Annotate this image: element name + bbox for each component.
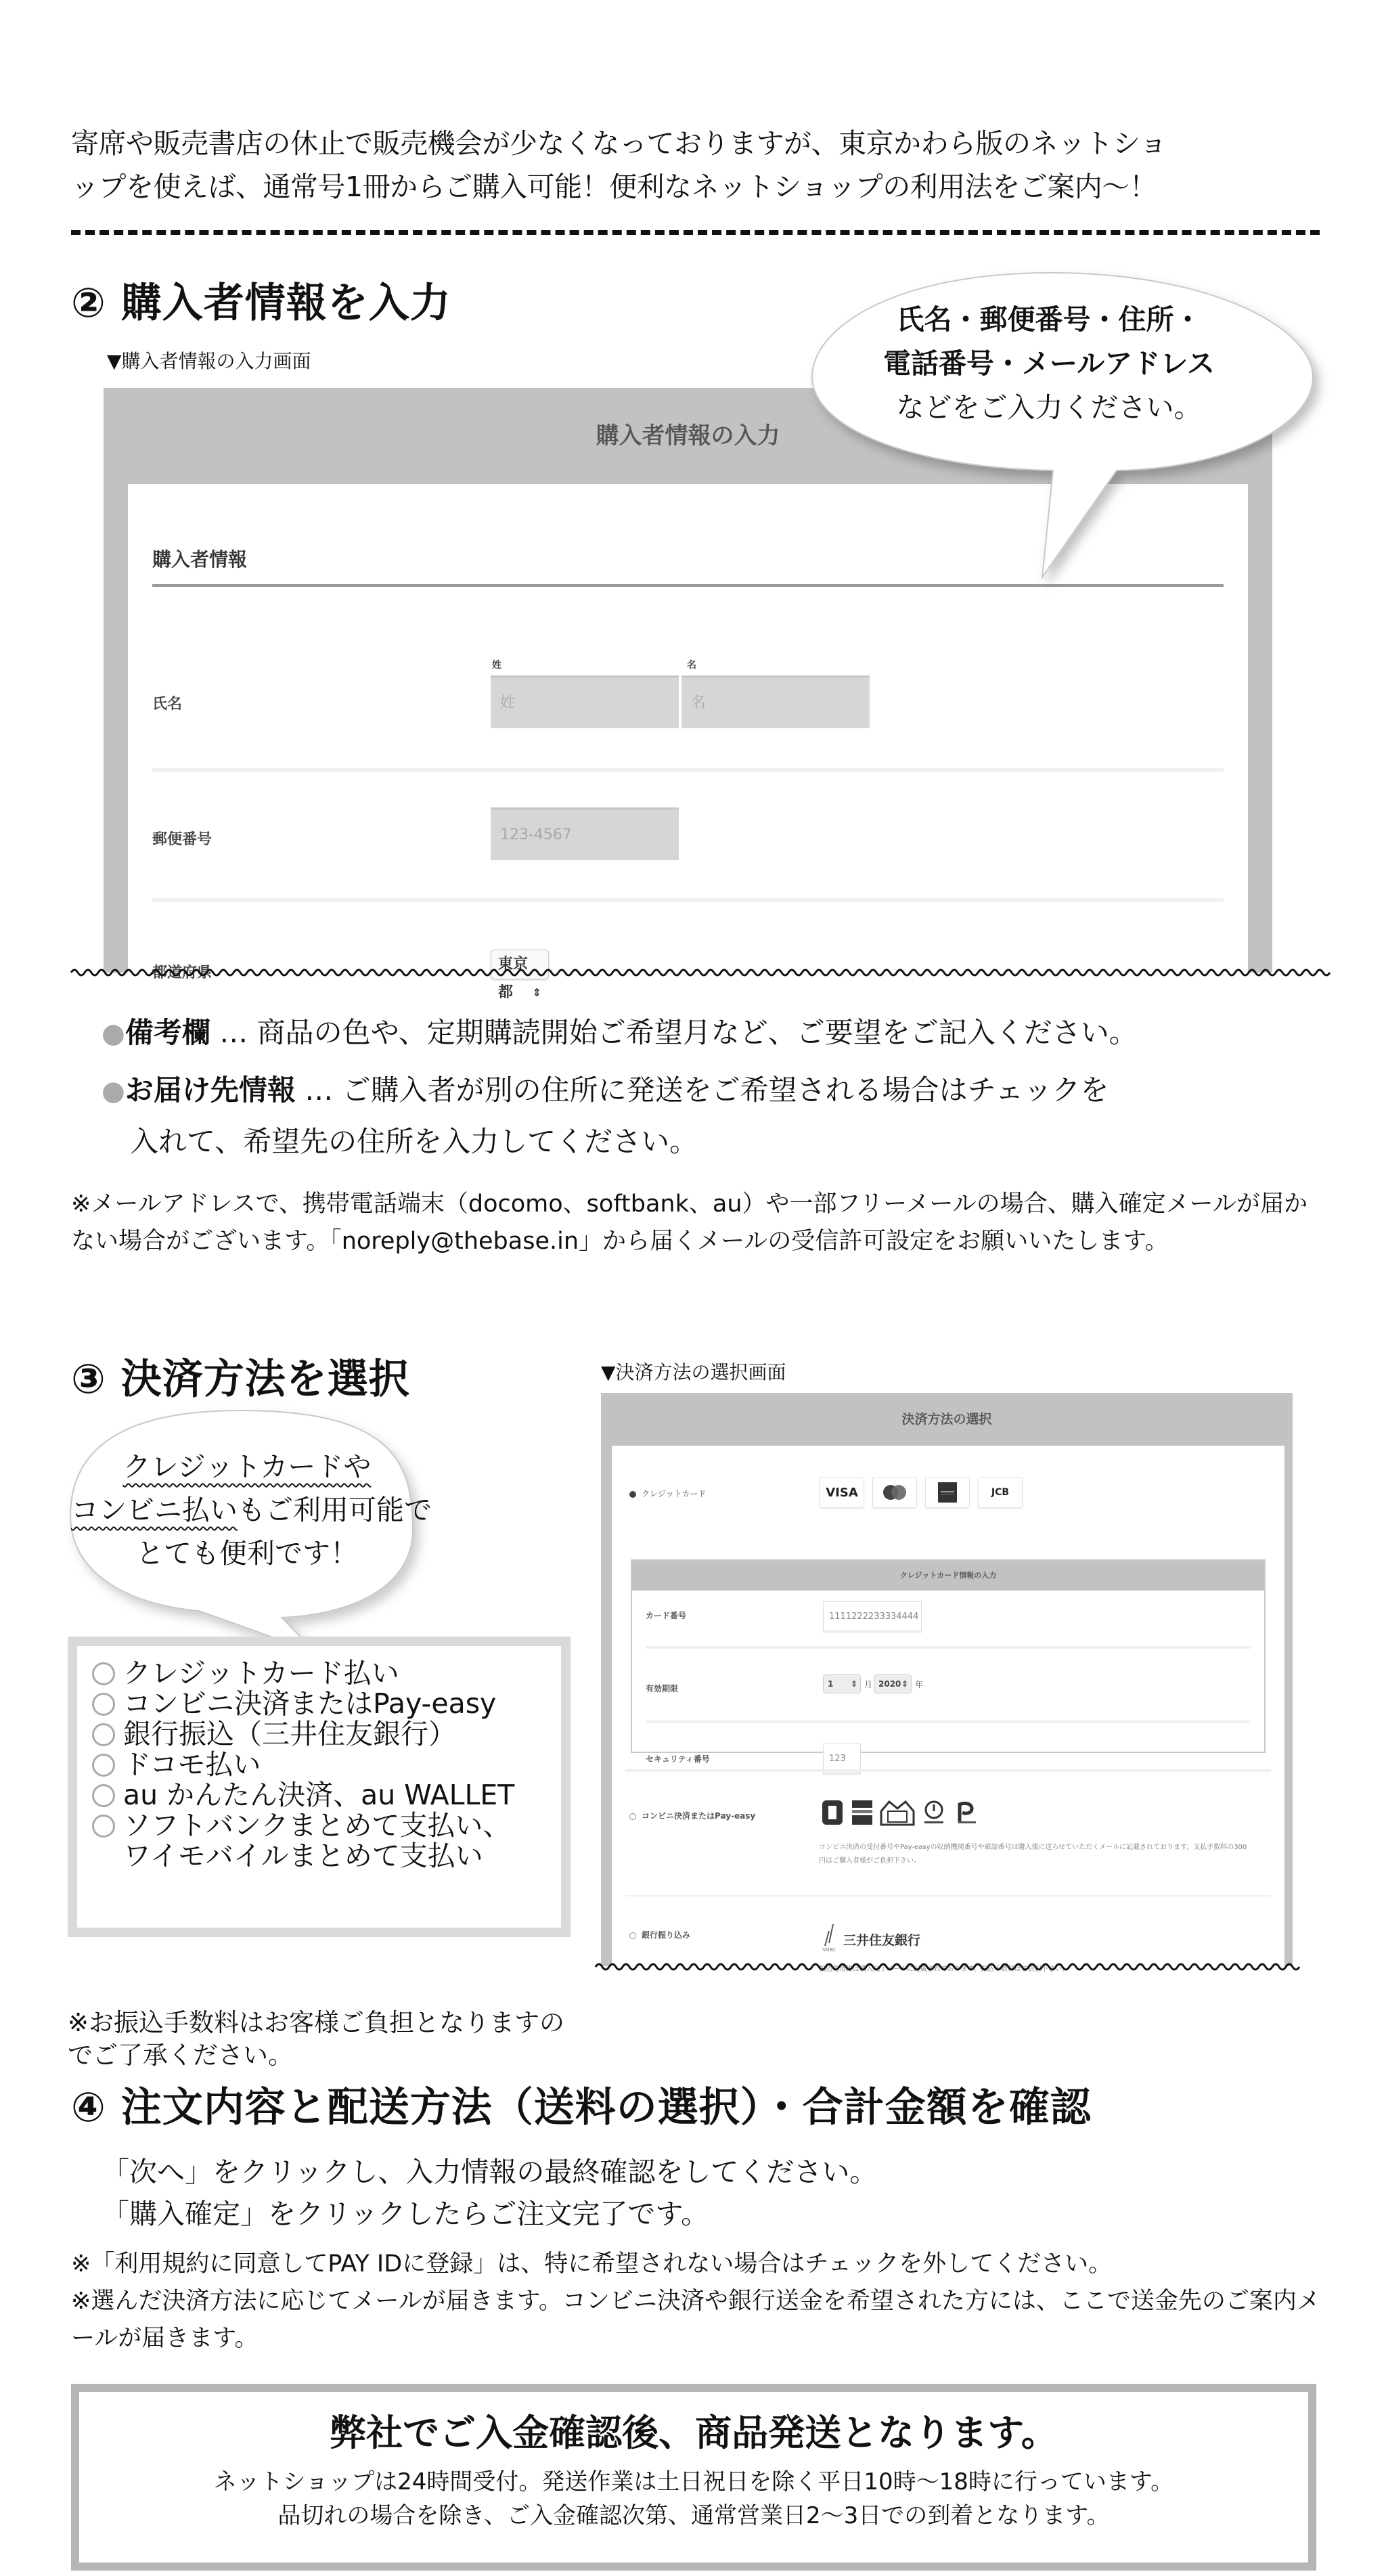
shipping-line-1: ネットショップは24時間受付。発送作業は土日祝日を除く平日10時〜18時に行っています。 (213, 2468, 1174, 2495)
expiry-label: 有効期限 (646, 1684, 679, 1693)
seicomart-icon (920, 1798, 947, 1827)
expiry-month-select[interactable] (823, 1674, 861, 1693)
radio-circle-icon (92, 1815, 115, 1838)
bullet-text: ご購入者が別の住所に発送をご希望される場合はチェックを (342, 1073, 1109, 1107)
expiry-year-select[interactable] (874, 1674, 912, 1693)
bullet-separator: … (295, 1073, 342, 1107)
option-softbank (92, 1811, 561, 1841)
credit-panel-header: クレジットカード情報の入力 (632, 1561, 1264, 1591)
section3-caption: ▼決済方法の選択画面 (601, 1361, 786, 1383)
option-label: ソフトバンクまとめて支払い、 (123, 1809, 511, 1842)
option-credit-card (92, 1658, 561, 1689)
payment-screen-body (612, 1446, 1284, 1973)
postal-code-label: 郵便番号 (152, 831, 213, 848)
transfer-fee-note: ※お振込手数料はお客様ご負担となりますのでご了承ください。 (68, 2008, 565, 2070)
radio-circle-icon (92, 1662, 115, 1685)
jcb-icon: JCB (978, 1477, 1023, 1508)
row-divider (625, 1895, 1271, 1896)
payment-options-box (68, 1637, 571, 1937)
bullet-term: 備考欄 (125, 1016, 210, 1049)
ministop-icon (877, 1798, 918, 1827)
option-bank-transfer (92, 1719, 561, 1750)
section2-caption: ▼購入者情報の入力画面 (107, 350, 311, 372)
intro-text (71, 122, 1323, 208)
option-label: 銀行振込（三井住友銀行） (123, 1718, 456, 1750)
section3-heading: ③ 決済方法を選択 (71, 1356, 410, 1403)
lawson-icon (819, 1798, 846, 1827)
bullet-delivery-info-cont: 入れて、希望先の住所を入力してください。 (130, 1125, 698, 1158)
option-ymobile: ワイモバイルまとめて支払い (123, 1840, 483, 1872)
radio-circle-icon (92, 1693, 115, 1716)
option-au (92, 1780, 561, 1811)
bubble-rest-text: もご利用可能で (238, 1494, 432, 1526)
intro-line-2: ップを使えば、通常号1冊からご購入可能！便利なネットショップの利用法をご案内〜！ (71, 171, 1157, 203)
bubble-line-3: などをご入力ください。 (896, 391, 1202, 424)
buyer-info-section-title: 購入者情報 (152, 548, 248, 571)
bullet-separator: … (210, 1016, 257, 1049)
security-code-label: セキュリティ番号 (646, 1754, 710, 1764)
section2-heading: ② 購入者情報を入力 (71, 280, 451, 327)
payment-bubble-line-3: とても便利です！ (136, 1537, 358, 1570)
shipping-title: 弊社でご入金確認後、商品発送となります。 (330, 2412, 1058, 2454)
prefecture-label: 都道府県 (152, 964, 213, 981)
visa-icon: VISA (820, 1477, 864, 1508)
prefecture-value: 東京都 (498, 956, 529, 1001)
underlined-konbini: コンビニ払い (71, 1494, 238, 1526)
card-number-input[interactable]: 1111222233334444 (823, 1601, 922, 1633)
payment-screen-header: 決済方法の選択 (901, 1412, 992, 1427)
month-unit: 月 (864, 1680, 873, 1689)
mastercard-icon (872, 1477, 917, 1508)
bubble-line-1: 氏名・郵便番号・住所・ (896, 303, 1202, 336)
credit-card-option[interactable] (629, 1488, 706, 1499)
familymart-icon (849, 1798, 876, 1827)
security-code-input[interactable]: 123 (823, 1744, 861, 1775)
pay-id-note: ※「利用規約に同意してPAY IDに登録」は、特に希望されない場合はチェックを外してください。 (71, 2250, 1113, 2278)
bank-transfer-option[interactable] (629, 1929, 690, 1940)
radio-circle-icon (92, 1784, 115, 1807)
shipping-line-2: 品切れの場合を除き、ご入金確認次第、通常営業日2〜3日での到着となります。 (277, 2502, 1110, 2529)
buyer-info-screen-header: 購入者情報の入力 (596, 422, 780, 449)
bank-transfer-label: 銀行振り込み (642, 1930, 691, 1940)
bullet-text: 商品の色や、定期購読開始ご希望月など、ご要望をご記入ください。 (256, 1016, 1138, 1049)
last-name-label: 姓 (492, 660, 501, 671)
form-field-notes (102, 1003, 1138, 1165)
smbc-logo-icon (819, 1919, 839, 1955)
credit-card-label: クレジットカード (642, 1489, 707, 1498)
underlined-credit-card: クレジットカードや (122, 1450, 372, 1483)
select-arrows-icon: ⇕ (901, 1679, 908, 1689)
wavy-cut-line (71, 964, 1323, 981)
row-divider (152, 898, 1224, 902)
wavy-cut-line (596, 1959, 1299, 1975)
payment-bubble-line-1 (71, 1445, 423, 1488)
credit-card-panel (631, 1559, 1266, 1764)
radio-unselected-icon (629, 1813, 636, 1820)
section4-notes (71, 2246, 1323, 2357)
section4-line-1: 「次へ」をクリックし、入力情報の最終確認をしてください。 (102, 2156, 878, 2188)
row-divider (646, 1646, 1251, 1649)
option-label: コンビニ決済またはPay-easy (123, 1687, 497, 1720)
bank-name: 三井住友銀行 (843, 1933, 921, 1948)
section4-heading: ④ 注文内容と配送方法（送料の選択）・合計金額を確認 (71, 2084, 1092, 2131)
row-divider (152, 768, 1224, 772)
payment-method-screenshot (601, 1393, 1293, 1973)
section4-line-2: 「購入確定」をクリックしたらご注文完了です。 (102, 2198, 709, 2230)
expiry-month-value: 1 (828, 1679, 834, 1689)
amex-icon (925, 1477, 970, 1508)
radio-circle-icon (92, 1754, 115, 1777)
bubble-line-2: 電話番号・メールアドレス (883, 347, 1215, 380)
card-number-label: カード番号 (646, 1611, 687, 1620)
option-label: ドコモ払い (123, 1748, 261, 1781)
year-unit: 年 (915, 1680, 924, 1689)
radio-circle-icon (92, 1723, 115, 1746)
last-name-input[interactable]: 姓 (491, 675, 679, 728)
expiry-year-value: 2020 (878, 1679, 901, 1689)
row-divider (646, 1720, 1251, 1723)
email-by-method-note: ※選んだ決済方法に応じてメールが届きます。コンビニ決済や銀行送金を希望された方には、ここで送金先のご案内メールが届きます。 (71, 2288, 1320, 2352)
first-name-input[interactable]: 名 (681, 675, 870, 728)
bullet-remarks (102, 1003, 1138, 1063)
select-arrows-icon: ⇕ (850, 1679, 857, 1689)
bullet-dot-icon: ● (102, 1075, 125, 1107)
select-arrows-icon: ⇕ (532, 986, 541, 999)
option-konbini (92, 1689, 561, 1719)
section4-body (102, 2151, 877, 2235)
option-label: au かんたん決済、au WALLET (123, 1779, 515, 1811)
name-label: 氏名 (152, 696, 183, 713)
bullet-term: お届け先情報 (125, 1073, 296, 1107)
first-name-label: 名 (687, 660, 696, 671)
bullet-delivery-info (102, 1063, 1138, 1118)
option-docomo (92, 1750, 561, 1780)
shipping-info-box (71, 2384, 1316, 2571)
bank-description: 振込先情報は購入完了メールに記載されております。振込手数料はご負担下さい。 (819, 1966, 1069, 1973)
konbini-option[interactable] (629, 1810, 755, 1821)
payment-bubble-line-2 (71, 1488, 432, 1532)
radio-selected-icon (629, 1491, 636, 1498)
smbc-caption: SMBC (822, 1947, 836, 1953)
konbini-label: コンビニ決済またはPay-easy (642, 1811, 756, 1821)
intro-line-1: 寄席や販売書店の休止で販売機会が少なくなっておりますが、東京かわら版のネットショ (71, 127, 1167, 160)
email-note: ※メールアドレスで、携帯電話端末（docomo、softbank、au）や一部フリーメールの場合、購入確定メールが届かない場合がございます。「noreply@thebase.in」から届くメールの受信許可設定をお願いいたします。 (71, 1191, 1307, 1255)
row-divider (625, 1769, 1271, 1772)
konbini-description: コンビニ決済の受付番号やPay-easyの収納機関番号や確認番号は購入後に送らせていただくメールに記載されております。支払手数料の300円はご購入者様がご負担下さい。 (819, 1844, 1247, 1865)
postal-code-input[interactable]: 123-4567 (491, 807, 679, 860)
bullet-dot-icon: ● (102, 1018, 125, 1049)
payeasy-icon (953, 1798, 980, 1827)
dashed-divider (71, 230, 1320, 235)
radio-unselected-icon (629, 1932, 636, 1939)
option-label: クレジットカード払い (123, 1657, 399, 1689)
